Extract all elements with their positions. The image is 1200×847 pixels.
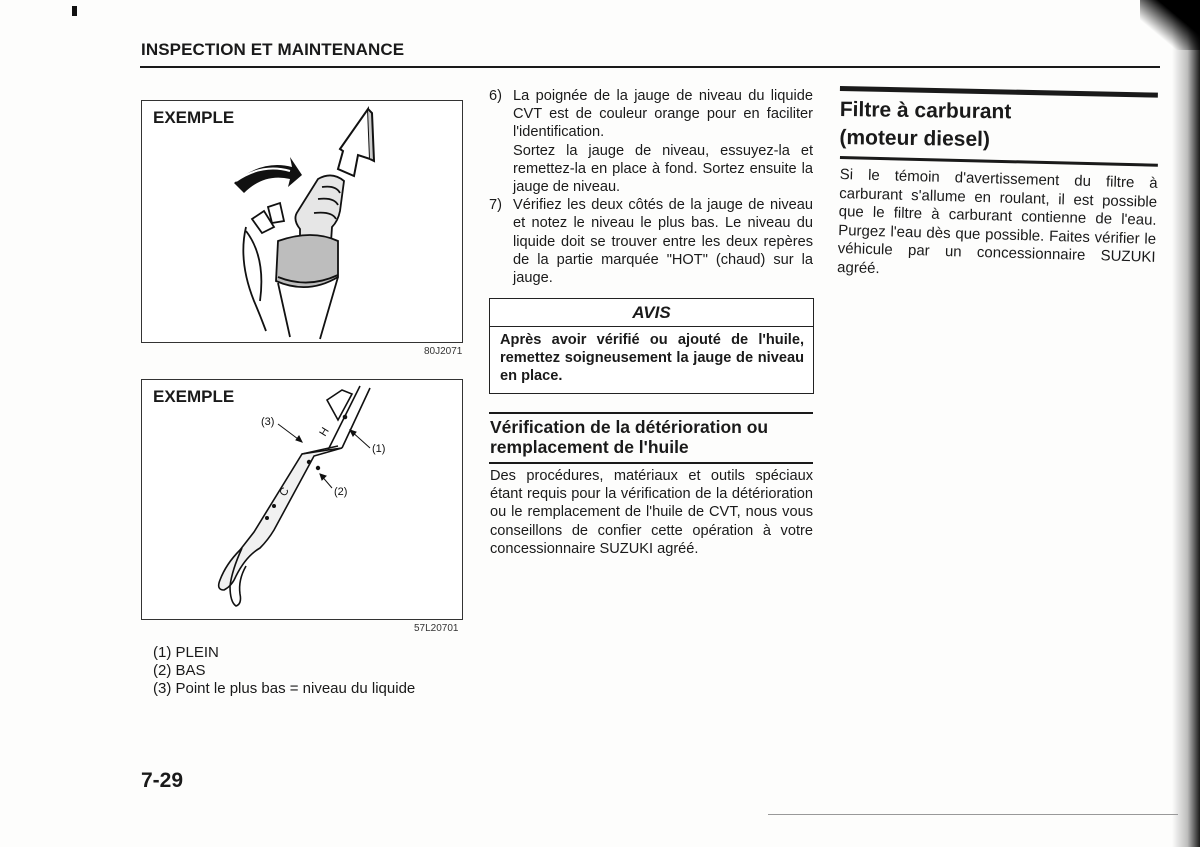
legend-item: (1) PLEIN xyxy=(153,644,219,661)
section-rule xyxy=(489,462,813,464)
dipstick-level-illustration xyxy=(142,380,462,619)
notice-title: AVIS xyxy=(490,299,813,327)
figure-dipstick-levels xyxy=(141,379,463,620)
step-text: Vérifiez les deux côtés de la jauge de niveau et notez le niveau le plus bas. Le niveau du liquide doit se trouver entre les deux repères de la partie marquée "HOT" (chaud) sur la jauge. xyxy=(513,197,813,287)
figure-label: EXEMPLE xyxy=(153,387,235,406)
header-rule xyxy=(140,66,1160,68)
section-rule xyxy=(489,412,813,414)
step-number: 6) xyxy=(489,88,502,104)
dipstick-mark-cold: C xyxy=(277,485,292,499)
callout-2: (2) xyxy=(334,486,348,498)
scan-edge-shadow xyxy=(1172,0,1200,847)
section-title-oil: Vérification de la détérioration ou remplacement de l'huile xyxy=(490,417,769,457)
step-text: Sortez la jauge de niveau, essuyez-la et remettez-la en place à fond. Sortez ensuite la jauge de niveau. xyxy=(513,142,813,196)
dipstick-handle xyxy=(243,175,344,339)
corner-crop-mark xyxy=(72,6,77,16)
section-title-line: (moteur diesel) xyxy=(839,125,991,152)
step-text: La poignée de la jauge de niveau du liquide CVT est de couleur orange pour en faciliter l'identification. xyxy=(513,88,813,141)
page-header-title: INSPECTION ET MAINTENANCE xyxy=(141,40,405,59)
figure-code: 57L20701 xyxy=(414,623,459,634)
legend-item: (2) BAS xyxy=(153,662,206,679)
procedure-steps xyxy=(489,87,813,287)
notice-text: Après avoir vérifié ou ajouté de l'huile, remettez soigneusement la jauge de niveau en place. xyxy=(500,332,804,384)
step-6 xyxy=(489,87,813,196)
figure-label: EXEMPLE xyxy=(153,108,235,127)
step-number: 7) xyxy=(489,197,502,214)
page-bottom-rule xyxy=(768,814,1178,815)
legend-item: (3) Point le plus bas = niveau du liquide xyxy=(153,680,416,697)
section-title-line: Filtre à carburant xyxy=(839,97,1012,124)
figure-dipstick-removal xyxy=(141,100,463,343)
callout-1: (1) xyxy=(372,443,386,455)
pull-up-arrow-icon xyxy=(338,109,374,176)
section-text-oil: Des procédures, matériaux et outils spéciaux étant requis pour la vérification de la détérioration ou le remplacement de l'huile de CVT, nous vous conseillons de confier cette opération à votre concessionnaire SUZUKI agréé. xyxy=(490,468,813,557)
dipstick-mark-hot: H xyxy=(317,425,332,439)
rotate-arrow-icon xyxy=(234,157,302,193)
dipstick-handle-illustration xyxy=(142,101,462,342)
section-rule xyxy=(840,156,1158,167)
section-title-fuel xyxy=(839,96,1011,154)
figure-legend xyxy=(153,644,415,698)
callout-3: (3) xyxy=(261,416,275,428)
section-text-fuel: Si le témoin d'avertissement du filtre à carburant s'allume en roulant, il est possible que le filtre à carburant contienne de l'eau. Purgez l'eau dès que possible. Faites vérifier le véhicule par un concessionnaire SUZUKI agréé. xyxy=(836,166,1158,277)
figure-code: 80J2071 xyxy=(424,346,463,357)
page-number: 7-29 xyxy=(141,769,184,792)
step-7 xyxy=(489,196,813,287)
notice-box xyxy=(489,298,814,394)
